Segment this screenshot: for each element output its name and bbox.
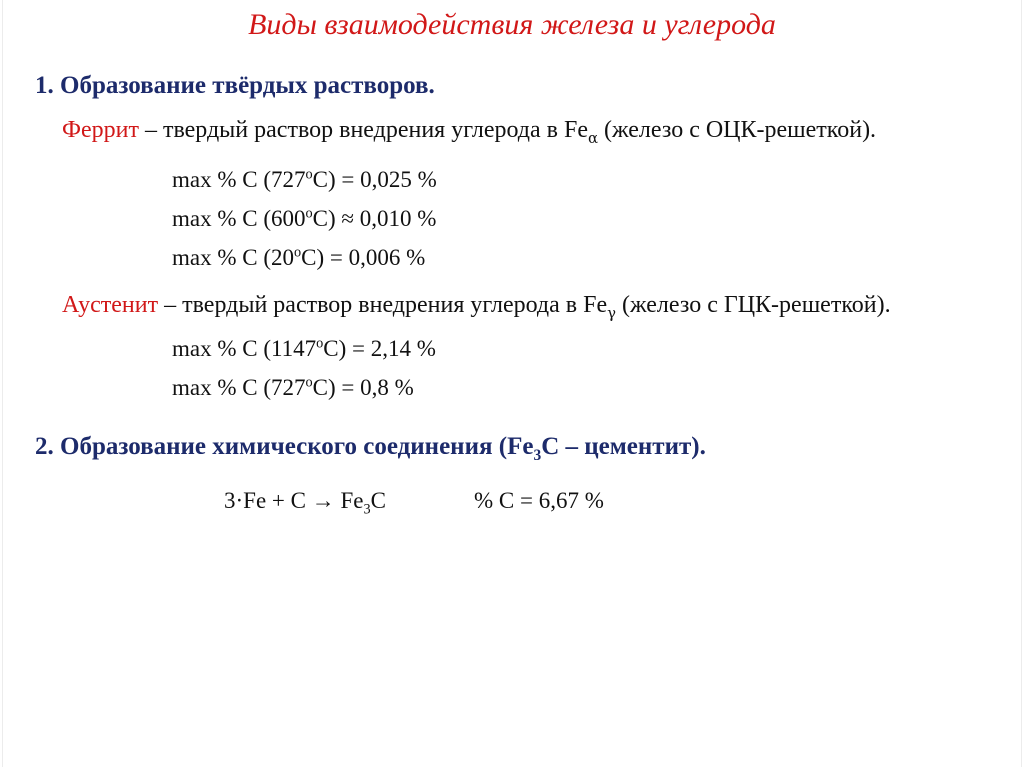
austenite-definition (62, 292, 891, 322)
ferrite-subscript: α (587, 128, 599, 147)
degree-sup: о (305, 166, 313, 183)
formula-prefix: max % C (727 (172, 375, 306, 400)
formula-suffix: С) ≈ 0,010 % (312, 206, 437, 231)
cementite-percent: % C = 6,67 % (474, 488, 604, 513)
formula-suffix: С) = 0,8 % (312, 375, 414, 400)
formula-prefix: max % C (1147 (172, 336, 317, 361)
slide-title: Виды взаимодействия железа и углерода (248, 8, 776, 41)
austenite-formula-1147 (172, 336, 436, 362)
section2-heading-prefix: 2. Образование химического соединения (Fe (35, 433, 534, 460)
formula-prefix: max % C (727 (172, 167, 306, 192)
reaction-rhs: C (370, 488, 386, 513)
section1-heading: 1. Образование твёрдых растворов. (35, 72, 435, 99)
ferrite-formula-727 (172, 167, 437, 193)
austenite-tail: (железо с ГЦК-решеткой). (616, 292, 891, 318)
section2-heading (35, 433, 706, 464)
austenite-text: – твердый раствор внедрения углерода в Fe (158, 292, 608, 318)
section2-heading-suffix: C – цементит). (541, 433, 706, 460)
degree-sup: о (305, 374, 313, 391)
reaction-sub: 3 (363, 501, 371, 518)
formula-suffix: С) = 0,006 % (301, 245, 426, 270)
formula-suffix: С) = 0,025 % (312, 167, 437, 192)
degree-sup: о (316, 335, 324, 352)
formula-prefix: max % C (600 (172, 206, 306, 231)
ferrite-text: – твердый раствор внедрения углерода в Fe (138, 117, 588, 143)
austenite-formula-727 (172, 375, 414, 401)
ferrite-formula-20 (172, 245, 425, 271)
ferrite-term: Феррит (62, 117, 139, 143)
slide-right-border (1021, 0, 1022, 767)
austenite-term: Аустенит (62, 292, 159, 318)
degree-sup: о (305, 205, 313, 222)
formula-suffix: С) = 2,14 % (323, 336, 436, 361)
degree-sup: о (294, 244, 302, 261)
slide-left-border (2, 0, 3, 767)
cementite-reaction (224, 488, 386, 518)
section2-heading-sub: 3 (533, 447, 542, 464)
ferrite-definition (62, 117, 877, 147)
ferrite-formula-600 (172, 206, 436, 232)
ferrite-tail: (железо с ОЦК-решеткой). (598, 117, 877, 143)
reaction-lhs: 3·Fe + C → Fe (224, 488, 364, 513)
austenite-subscript: γ (607, 303, 617, 322)
formula-prefix: max % C (20 (172, 245, 295, 270)
